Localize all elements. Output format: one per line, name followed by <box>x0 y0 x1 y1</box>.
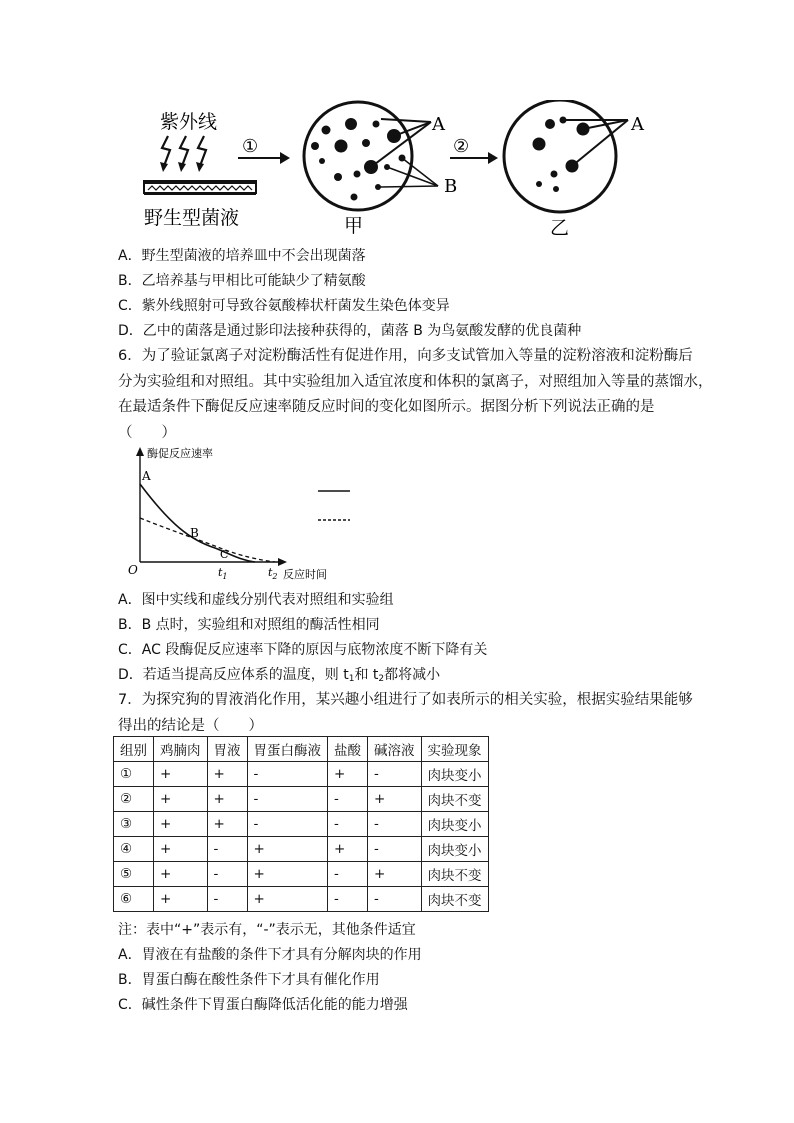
q6-stem-line: 分为实验组和对照组。其中实验组加入适宜浓度和体积的氯离子，对照组加入等量的蒸馏水， <box>118 373 713 390</box>
table-cell: + <box>207 762 247 787</box>
plate-jia <box>304 102 438 210</box>
enzyme-rate-graph <box>120 444 370 584</box>
q6-stem-line: 6．为了验证氯离子对淀粉酶活性有促进作用，向多支试管加入等量的淀粉溶液和淀粉酶后 <box>118 348 693 364</box>
table-cell: + <box>154 887 208 912</box>
table-cell: - <box>207 837 247 862</box>
table-cell: - <box>368 812 422 837</box>
table-cell: + <box>247 862 328 887</box>
q5-option-d: D．乙中的菌落是通过影印法接种获得的，菌落 B 为鸟氨酸发酵的优良菌种 <box>118 323 582 339</box>
table-cell: + <box>328 837 368 862</box>
culture-dish <box>144 180 256 195</box>
x-axis-label: 反应时间 <box>283 568 327 581</box>
table-cell: + <box>207 812 247 837</box>
table-cell: - <box>207 887 247 912</box>
q7-note: 注：表中“+”表示有，“-”表示无，其他条件适宜 <box>118 922 416 938</box>
table-header-row <box>114 737 489 762</box>
table-cell: + <box>328 762 368 787</box>
table-row <box>114 812 489 837</box>
q5-option-b: B．乙培养基与甲相比可能缺少了精氨酸 <box>118 273 366 289</box>
point-b-label: B <box>190 526 199 540</box>
table-cell: - <box>207 862 247 887</box>
q7-option-c: C．碱性条件下胃蛋白酶降低活化能的能力增强 <box>118 997 408 1013</box>
y-axis-arrow-icon <box>136 447 144 456</box>
table-row <box>114 862 489 887</box>
table-cell: + <box>247 887 328 912</box>
table-cell: + <box>154 812 208 837</box>
header-cell: 实验现象 <box>421 737 488 762</box>
header-cell: 胃液 <box>207 737 247 762</box>
table-cell: - <box>247 762 328 787</box>
t1-label: $t_1$ <box>218 566 228 581</box>
table-cell: + <box>154 762 208 787</box>
table-row <box>114 887 489 912</box>
table-cell: - <box>368 762 422 787</box>
label-a2: A <box>631 114 644 135</box>
table-cell: 肉块变小 <box>421 762 488 787</box>
table-cell: + <box>368 862 422 887</box>
q6-stem-line: 在最适条件下酶促反应速率随反应时间的变化如图所示。据图分析下列说法正确的是 <box>118 399 655 415</box>
table-cell: + <box>368 787 422 812</box>
mutagenesis-figure <box>130 100 670 240</box>
origin-label: O <box>128 563 138 577</box>
experiment-table <box>113 736 489 912</box>
header-cell: 胃蛋白酶液 <box>247 737 328 762</box>
plate-yi <box>504 100 628 212</box>
header-cell: 组别 <box>114 737 154 762</box>
table-cell: ⑥ <box>114 887 154 912</box>
table-cell: 肉块不变 <box>421 862 488 887</box>
table-cell: + <box>154 787 208 812</box>
solid-curve <box>140 484 255 562</box>
table-cell: 肉块变小 <box>421 812 488 837</box>
q6-option-c: C．AC 段酶促反应速率下降的原因与底物浓度不断下降有关 <box>118 642 488 658</box>
table-cell: 肉块不变 <box>421 787 488 812</box>
q7-option-a: A．胃液在有盐酸的条件下才具有分解肉块的作用 <box>118 947 422 963</box>
q7-option-b: B．胃蛋白酶在酸性条件下才具有催化作用 <box>118 972 380 988</box>
table-cell: + <box>154 837 208 862</box>
table-cell: ④ <box>114 837 154 862</box>
q6-option-a: A．图中实线和虚线分别代表对照组和实验组 <box>118 592 394 608</box>
q5-option-c: C．紫外线照射可导致谷氨酸棒状杆菌发生染色体变异 <box>118 298 450 314</box>
table-cell: + <box>207 787 247 812</box>
plate-jia-label: 甲 <box>344 215 364 237</box>
t2-label: $t_2$ <box>268 566 278 581</box>
header-cell: 盐酸 <box>328 737 368 762</box>
uv-label: 紫外线 <box>160 111 218 133</box>
table-cell: + <box>154 862 208 887</box>
q6-option-b: B．B 点时，实验组和对照组的酶活性相同 <box>118 617 380 633</box>
header-cell: 碱溶液 <box>368 737 422 762</box>
table-row <box>114 762 489 787</box>
q5-option-a: A．野生型菌液的培养皿中不会出现菌落 <box>118 248 366 264</box>
table-cell: ③ <box>114 812 154 837</box>
table-cell: - <box>328 812 368 837</box>
step2-label: ② <box>453 136 470 157</box>
table-cell: - <box>328 887 368 912</box>
table-cell: - <box>247 812 328 837</box>
table-cell: 肉块不变 <box>421 887 488 912</box>
table-row <box>114 787 489 812</box>
table-cell: - <box>368 837 422 862</box>
q6-stem-line: （ ） <box>118 424 176 441</box>
step1-label: ① <box>242 136 259 157</box>
point-c-label: C <box>220 548 229 561</box>
q7-stem <box>118 688 693 739</box>
label-a1: A <box>432 114 445 135</box>
y-axis-label: 酶促反应速率 <box>147 447 213 460</box>
q6-option-d: D．若适当提高反应体系的温度，则 $t_1$和 $t_2$都将减小 <box>118 667 441 684</box>
table-cell: - <box>328 862 368 887</box>
table-cell: ⑤ <box>114 862 154 887</box>
uv-rays-icon <box>162 136 206 166</box>
table-cell: ② <box>114 787 154 812</box>
dashed-curve <box>140 518 275 562</box>
table-cell: 肉块变小 <box>421 837 488 862</box>
uv-ray-heads <box>160 162 204 172</box>
q7-stem-line: 得出的结论是（ ） <box>118 717 263 734</box>
table-row <box>114 837 489 862</box>
header-cell: 鸡腩肉 <box>154 737 208 762</box>
table-cell: ① <box>114 762 154 787</box>
plate-yi-label: 乙 <box>550 217 570 239</box>
table-cell: - <box>368 887 422 912</box>
point-a-label: A <box>142 469 151 483</box>
q6-stem <box>118 344 713 446</box>
x-axis-arrow-icon <box>278 558 287 566</box>
table-cell: - <box>247 787 328 812</box>
label-b: B <box>444 176 458 197</box>
table-cell: + <box>247 837 328 862</box>
q7-stem-line: 7．为探究狗的胃液消化作用，某兴趣小组进行了如表所示的相关实验，根据实验结果能够 <box>118 692 693 708</box>
table-cell: - <box>328 787 368 812</box>
culture-label: 野生型菌液 <box>144 207 240 229</box>
